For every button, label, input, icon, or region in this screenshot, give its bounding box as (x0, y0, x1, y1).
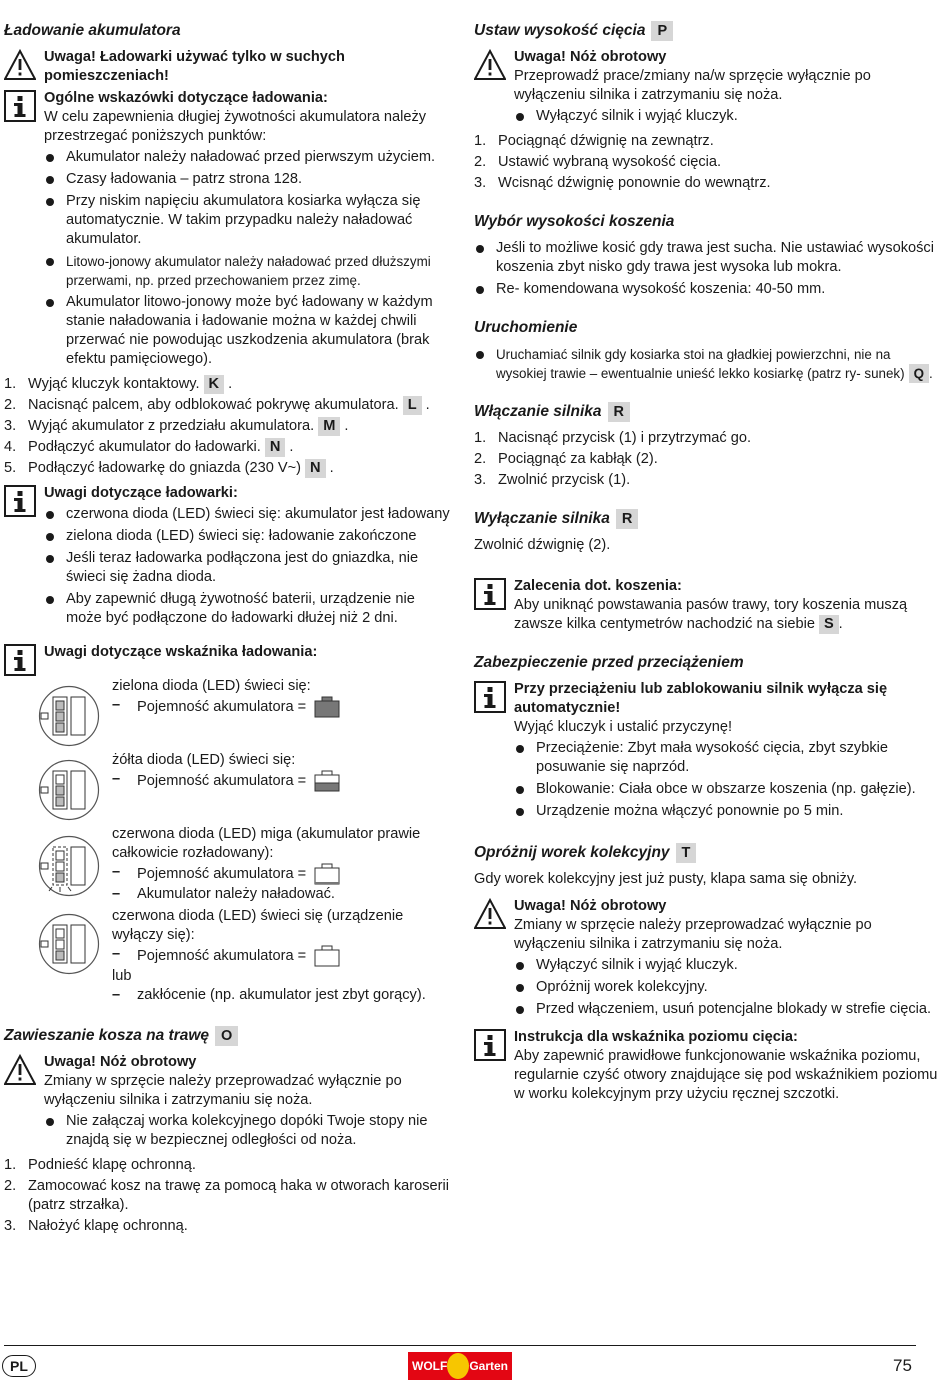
charging-steps (4, 375, 452, 478)
engine-on-section (474, 401, 940, 490)
figure-ref: S (819, 615, 839, 634)
engine-on-heading: Włączanie silnika R (474, 401, 940, 423)
height-warning: Uwaga! Nóż obrotowy Przeprowadź prace/zmiany na/w sprzęcie wyłącznie po wyłączeniu silnika i zatrzymaniu się noża. Wyłączyć silnik i wyjąć kluczyk. (474, 48, 940, 129)
list-item: Przy niskim napięciu akumulatora kosiarka wyłącza się automatycznie. W takim przypadku należy naładować akumulator. (44, 192, 452, 249)
right-column (474, 20, 940, 1122)
step-item: 2. Nacisnąć palcem, aby odblokować pokrywę akumulatora. L . (4, 397, 430, 413)
list-item: czerwona dioda (LED) świeci się: akumulator jest ładowany (44, 505, 452, 524)
list-item: Akumulator litowo-jonowy może być ładowany w każdym stanie naładowania i ładowanie można w każdej chwili przerwać nie powodując uszkodzenia akumulatora (brak efektu pamięciowego). (44, 293, 452, 369)
led-states (4, 679, 452, 1019)
led-red-on-block: czerwona dioda (LED) świeci się (urządzenie wyłączy się): – Pojemność akumulatora = lub – zakłócenie (np. akumulator jest zbyt gorący). (112, 908, 426, 1003)
battery-empty-icon (314, 945, 340, 967)
charger-note (4, 484, 452, 631)
figure-ref: O (215, 1026, 238, 1046)
footer-divider (4, 1345, 916, 1346)
list-item: Jeśli to możliwe kosić gdy trawa jest sucha. Nie ustawiać wysokości koszenia zbyt nisko gdy trawa jest wysoka lub mokra. (474, 239, 940, 277)
warning-icon (4, 49, 36, 81)
overload-note: Przy przeciążeniu lub zablokowaniu silnik wyłącza się automatycznie! Wyjąć kluczyk i ustalić przyczynę! Przeciążenie: Zbyt mała wysokość cięcia, zbyt szybkie posuwanie się naprzód. Blokowanie: Ciała obce w obszarze koszenia (np. gałęzie). Urządzenie można włączyć ponownie po 5 min. (474, 680, 940, 824)
list-item: Wyłączyć silnik i wyjąć kluczyk. (514, 107, 940, 126)
charging-warning-text: Uwaga! Ładowarki używać tylko w suchych pomieszczeniach! (44, 49, 345, 84)
led-yellow-icon (38, 759, 100, 821)
list-item: Przeciążenie: Zbyt mała wysokość cięcia, zbyt szybkie posuwanie się naprzód. (514, 739, 940, 777)
step-item: 1. Podnieść klapę ochronną. (4, 1157, 196, 1173)
start-section (474, 317, 940, 383)
select-height-heading: Wybór wysokości koszenia (474, 213, 675, 230)
basket-heading: Zawieszanie kosza na trawę O (4, 1025, 452, 1047)
info-icon (474, 578, 506, 610)
info-icon (4, 644, 36, 676)
list-item: Wyłączyć silnik i wyjąć kluczyk. (514, 956, 940, 975)
list-item: Nie załączaj worka kolekcyjnego dopóki Twoje stopy nie znajdą się w bezpiecznej odległości od noża. (44, 1112, 452, 1150)
step-item: 2. Ustawić wybraną wysokość cięcia. (474, 154, 722, 170)
info-icon (4, 485, 36, 517)
list-item: Re- komendowana wysokość koszenia: 40-50 mm. (474, 280, 940, 299)
indicator-note-title: Uwagi dotyczące wskaźnika ładowania: (44, 644, 318, 660)
led-red-on-icon (38, 913, 100, 975)
warning-icon (474, 49, 506, 81)
list-item: Czasy ładowania – patrz strona 128. (44, 170, 452, 189)
height-section (474, 20, 940, 193)
figure-ref: K (204, 375, 225, 394)
level-indicator-note: Instrukcja dla wskaźnika poziomu cięcia: Aby zapewnić prawidłowe funkcjonowanie wskaźnika poziomu, regularnie czyść otwory znajdujące się pod wskaźnikiem poziomu w worku kolekcyjnym przy użyciu ręcznej szczotki. (474, 1028, 940, 1104)
step-item: 3. Wcisnąć dźwignię ponownie do wewnątrz. (474, 175, 771, 191)
language-badge: PL (2, 1355, 36, 1377)
height-heading: Ustaw wysokość cięcia P (474, 20, 940, 42)
general-charging-title: Ogólne wskazówki dotyczące ładowania: (44, 90, 328, 106)
charging-heading: Ładowanie akumulatora (4, 22, 181, 39)
left-column (4, 20, 452, 1254)
list-item: Akumulator należy naładować przed pierwszym użyciem. (44, 148, 452, 167)
engine-off-heading: Wyłączanie silnika R (474, 508, 940, 530)
step-item: 3. Zwolnić przycisk (1). (474, 472, 631, 488)
empty-bag-heading: Opróżnij worek kolekcyjny T (474, 842, 940, 864)
overload-heading: Zabezpieczenie przed przeciążeniem (474, 654, 744, 671)
list-item: Litowo-jonowy akumulator należy naładować przed dłuższymi przerwami, np. przed przechowaniem przez zimę. (44, 252, 452, 290)
figure-ref: R (616, 509, 638, 529)
list-item: Blokowanie: Ciała obce w obszarze koszenia (np. gałęzie). (514, 780, 940, 799)
indicator-note (4, 643, 452, 676)
list-item: Przed włączeniem, usuń potencjalne blokady w strefie cięcia. (514, 1000, 940, 1019)
page-number: 75 (893, 1356, 912, 1375)
basket-warning: Uwaga! Nóż obrotowy Zmiany w sprzęcie należy przeprowadzać wyłącznie po wyłączeniu silnika i zatrzymaniu się noża. Nie załączaj worka kolekcyjnego dopóki Twoje stopy nie znajdą się w bezpiecznej odległości od noża. (4, 1053, 452, 1153)
battery-full-icon (314, 696, 340, 718)
step-item: 5. Podłączyć ładowarkę do gniazda (230 V~) N . (4, 460, 334, 476)
led-yellow-block: żółta dioda (LED) świeci się: – Pojemność akumulatora = (112, 751, 452, 792)
figure-ref: M (318, 417, 340, 436)
step-item: 3. Wyjąć akumulator z przedziału akumulatora. M . (4, 418, 349, 434)
empty-bag-warning: Uwaga! Nóż obrotowy Zmiany w sprzęcie należy przeprowadzać wyłącznie po wyłączeniu silnika i zatrzymaniu się noża. Wyłączyć silnik i wyjąć kluczyk. Opróżnij worek kolekcyjny. Przed włączeniem, usuń potencjalne blokady w strefie cięcia. (474, 897, 940, 1022)
figure-ref: T (676, 843, 697, 863)
charging-section (4, 20, 452, 1019)
engine-off-section: Wyłączanie silnika R Zwolnić dźwignię (2). (474, 508, 940, 555)
step-item: 1. Wyjąć kluczyk kontaktowy. K . (4, 376, 233, 392)
info-icon (4, 90, 36, 122)
list-item: Opróżnij worek kolekcyjny. (514, 978, 940, 997)
wolf-garten-logo: WOLF Garten (408, 1352, 512, 1380)
figure-ref: N (265, 438, 286, 457)
figure-ref: R (608, 402, 630, 422)
led-red-blink-block: czerwona dioda (LED) miga (akumulator prawie całkowicie rozładowany): – Pojemność akumulatora = – Akumulator należy naładować. (112, 826, 421, 902)
led-green-block: zielona dioda (LED) świeci się: – Pojemność akumulatora = (112, 677, 452, 718)
empty-bag-section: Opróżnij worek kolekcyjny T Gdy worek kolekcyjny jest już pusty, klapa sama się obniży. Uwaga! Nóż obrotowy Zmiany w sprzęcie należy przeprowadzać wyłącznie po wyłączeniu silnika i zatrzymaniu się noża. Wyłączyć silnik i wyjąć kluczyk. Opróżnij worek kolekcyjny. Przed włączeniem, usuń potencjalne blokady w strefie cięcia. Instrukcja dla wskaźnika poziomu cięcia: Aby zapewnić prawidłowe funkcjonowanie wskaźnika poziomu, regularnie czyść otwory znajdujące się pod wskaźnikiem poziomu w worku kolekcyjnym przy użyciu ręcznej szczotki. (474, 842, 940, 1104)
step-item: 3. Nałożyć klapę ochronną. (4, 1218, 188, 1234)
general-charging-note (4, 89, 452, 372)
step-item: 1. Nacisnąć przycisk (1) i przytrzymać go. (474, 430, 752, 446)
step-item: 2. Pociągnąć za kabłąk (2). (474, 451, 658, 467)
led-green-icon (38, 685, 100, 747)
figure-ref: N (305, 459, 326, 478)
led-red-blink-icon (38, 835, 100, 897)
info-icon (474, 681, 506, 713)
battery-half-icon (314, 770, 340, 792)
basket-section (4, 1025, 452, 1236)
overload-section (474, 652, 940, 824)
battery-low-icon (314, 863, 340, 885)
figure-ref: P (651, 21, 673, 41)
fox-icon (447, 1353, 469, 1379)
figure-ref: Q (909, 364, 929, 383)
charging-warning (4, 48, 452, 86)
figure-ref: L (403, 396, 422, 415)
step-item: 4. Podłączyć akumulator do ładowarki. N . (4, 439, 294, 455)
list-item: Jeśli teraz ładowarka podłączona jest do gniazdka, nie świeci się żadna dioda. (44, 549, 452, 587)
charger-note-title: Uwagi dotyczące ładowarki: (44, 485, 238, 501)
step-item: 2. Zamocować kosz na trawę za pomocą haka w otworach karoserii (patrz strzałka). (4, 1178, 449, 1213)
mowing-note: Zalecenia dot. koszenia: Aby uniknąć powstawania pasów trawy, tory koszenia muszą zawsze kilka centymetrów nachodzić na siebie S . (474, 577, 940, 634)
list-item: Aby zapewnić długą żywotność baterii, urządzenie nie może być podłączone do ładowarki dłużej niż 2 dni. (44, 590, 452, 628)
step-item: 1. Pociągnąć dźwignię na zewnątrz. (474, 133, 714, 149)
info-icon (474, 1029, 506, 1061)
warning-icon (4, 1054, 36, 1086)
list-item: Uruchamiać silnik gdy kosiarka stoi na gładkiej powierzchni, nie na wysokiej trawie – ewentualnie unieść lekko kosiarkę (patrz ry- sunek) Q . (474, 345, 940, 383)
warning-icon (474, 898, 506, 930)
start-heading: Uruchomienie (474, 319, 578, 336)
general-charging-text: W celu zapewnienia długiej żywotności akumulatora należy przestrzegać poniższych punktów: (44, 109, 427, 144)
list-item: Urządzenie można włączyć ponownie po 5 min. (514, 802, 940, 821)
list-item: zielona dioda (LED) świeci się: ładowanie zakończone (44, 527, 452, 546)
select-height-section (474, 211, 940, 299)
